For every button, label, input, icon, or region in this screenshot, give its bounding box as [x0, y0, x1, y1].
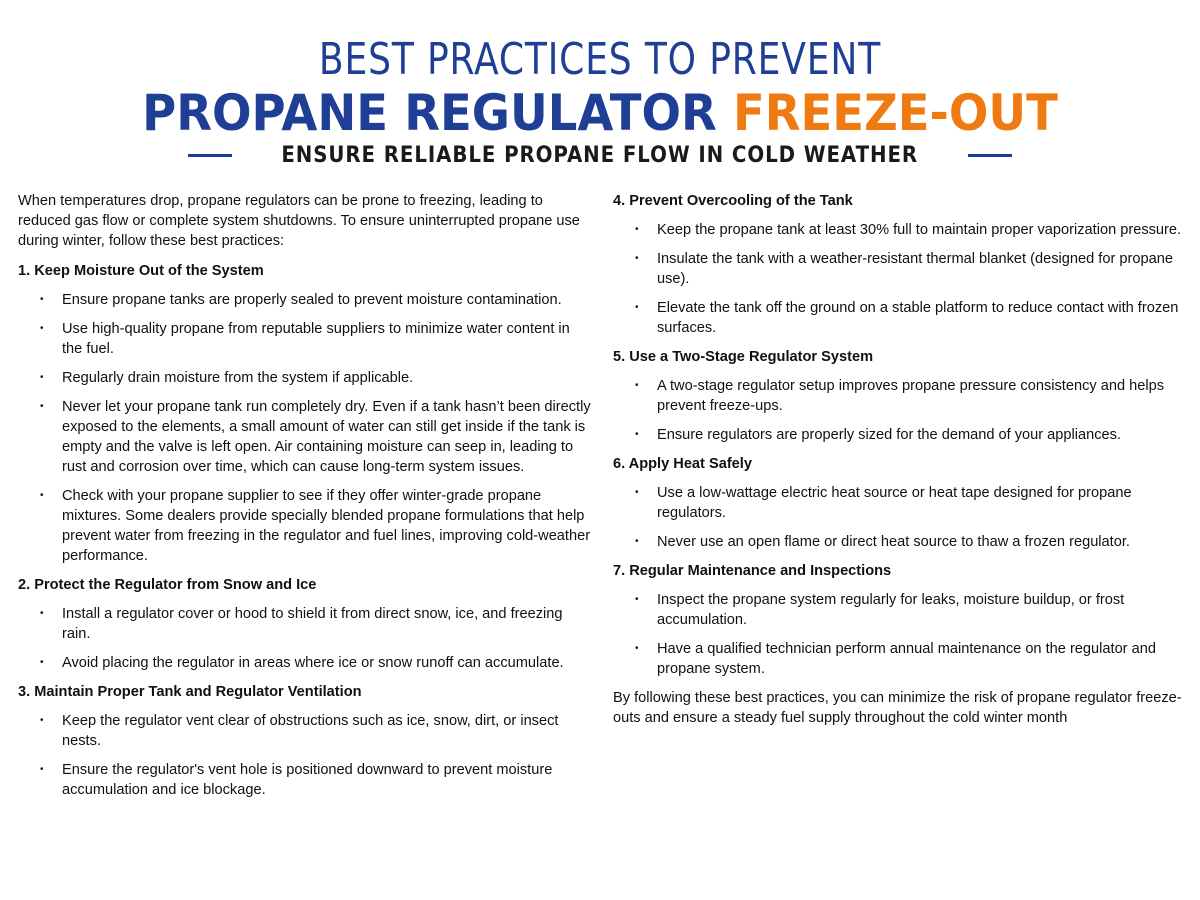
section-heading: 7. Regular Maintenance and Inspections — [613, 563, 892, 579]
bullet-list — [18, 711, 593, 800]
list-item — [613, 220, 1188, 240]
list-item-text: Keep the regulator vent clear of obstructions such as ice, snow, dirt, or insect nests. — [62, 713, 559, 749]
bullet-dot: • — [635, 380, 639, 391]
list-item-text: Regularly drain moisture from the system if applicable. — [62, 370, 414, 386]
list-item — [613, 298, 1188, 338]
list-item-text: Inspect the propane system regularly for leaks, moisture buildup, or frost accumulation. — [657, 592, 1125, 628]
list-item-text: Keep the propane tank at least 30% full to maintain proper vaporization pressure. — [657, 222, 1182, 238]
list-item-text: Use a low-wattage electric heat source or heat tape designed for propane regulators. — [657, 485, 1132, 521]
bullet-list — [613, 376, 1188, 445]
bullet-dot: • — [40, 764, 44, 775]
bullet-dot: • — [40, 372, 44, 383]
title-line-2 — [42, 84, 1158, 142]
list-item — [18, 486, 593, 566]
bullet-list — [18, 290, 593, 566]
list-item — [613, 639, 1188, 679]
section-2 — [18, 575, 593, 673]
section-5 — [613, 347, 1188, 445]
closing-paragraph: By following these best practices, you can minimize the risk of propane regulator freeze-outs and ensure a steady fuel supply throughout the cold winter month — [613, 690, 1182, 726]
list-item — [613, 590, 1188, 630]
bullet-dot: • — [40, 490, 44, 501]
list-item-text: Avoid placing the regulator in areas where ice or snow runoff can accumulate. — [62, 655, 564, 671]
bullet-dot: • — [40, 323, 44, 334]
subtitle-row — [0, 140, 1200, 170]
intro-paragraph: When temperatures drop, propane regulators can be prone to freezing, leading to reduced gas flow or complete system shutdowns. To ensure uninterrupted propane use during winter, follow these best practices: — [18, 193, 580, 249]
bullet-dot: • — [40, 401, 44, 412]
list-item — [18, 368, 593, 388]
right-column — [613, 191, 1188, 728]
bullet-dot: • — [635, 429, 639, 440]
bullet-dot: • — [40, 294, 44, 305]
list-item-text: Elevate the tank off the ground on a stable platform to reduce contact with frozen surfaces. — [657, 300, 1179, 336]
title-blue-part: PROPANE REGULATOR — [142, 84, 733, 142]
title-orange-part: FREEZE-OUT — [732, 84, 1058, 142]
list-item — [18, 604, 593, 644]
list-item — [613, 249, 1188, 289]
subtitle-rule-left — [188, 154, 232, 157]
section-3 — [18, 682, 593, 800]
section-heading: 6. Apply Heat Safely — [613, 456, 752, 472]
bullet-dot: • — [635, 594, 639, 605]
bullet-dot: • — [40, 715, 44, 726]
list-item-text: Install a regulator cover or hood to shield it from direct snow, ice, and freezing rain. — [62, 606, 563, 642]
bullet-list — [18, 604, 593, 673]
list-item — [613, 483, 1188, 523]
bullet-dot: • — [635, 224, 639, 235]
section-heading: 4. Prevent Overcooling of the Tank — [613, 193, 853, 209]
list-item-text: Check with your propane supplier to see if they offer winter-grade propane mixtures. Some dealers provide specially blended propane formulations that help prevent water from freezing in the regulator and fuel lines, improving cold-weather performance. — [62, 488, 591, 564]
list-item — [613, 532, 1188, 552]
list-item-text: Have a qualified technician perform annual maintenance on the regulator and propane system. — [657, 641, 1156, 677]
list-item — [18, 319, 593, 359]
section-heading: 2. Protect the Regulator from Snow and Ice — [18, 577, 317, 593]
bullet-dot: • — [40, 657, 44, 668]
bullet-dot: • — [635, 643, 639, 654]
list-item — [613, 425, 1188, 445]
bullet-dot: • — [635, 302, 639, 313]
list-item — [18, 397, 593, 477]
list-item-text: Never let your propane tank run completely dry. Even if a tank hasn’t been directly exposed to the elements, a small amount of water can still get inside if the tank is empty and the valve is left open. Air containing moisture can seep in, leading to rust and corrosion over time, which can cause long-term system issues. — [62, 399, 591, 475]
list-item-text: Insulate the tank with a weather-resistant thermal blanket (designed for propane use). — [657, 251, 1173, 287]
section-heading: 1. Keep Moisture Out of the System — [18, 263, 264, 279]
title-line-1: BEST PRACTICES TO PREVENT — [318, 34, 882, 85]
section-1 — [18, 261, 593, 566]
list-item-text: Use high-quality propane from reputable suppliers to minimize water content in the fuel. — [62, 321, 570, 357]
section-6 — [613, 454, 1188, 552]
list-item-text: Never use an open flame or direct heat source to thaw a frozen regulator. — [657, 534, 1130, 550]
section-heading: 3. Maintain Proper Tank and Regulator Ventilation — [18, 684, 362, 700]
left-column — [18, 191, 593, 809]
list-item-text: Ensure the regulator's vent hole is positioned downward to prevent moisture accumulation and ice blockage. — [62, 762, 553, 798]
bullet-list — [613, 590, 1188, 679]
bullet-list — [613, 483, 1188, 552]
bullet-list — [613, 220, 1188, 338]
list-item — [18, 653, 593, 673]
list-item-text: A two-stage regulator setup improves propane pressure consistency and helps prevent freeze-ups. — [657, 378, 1165, 414]
list-item — [18, 760, 593, 800]
bullet-dot: • — [40, 608, 44, 619]
bullet-dot: • — [635, 536, 639, 547]
list-item-text: Ensure propane tanks are properly sealed to prevent moisture contamination. — [62, 292, 562, 308]
list-item — [18, 290, 593, 310]
list-item — [613, 376, 1188, 416]
bullet-dot: • — [635, 253, 639, 264]
list-item-text: Ensure regulators are properly sized for the demand of your appliances. — [657, 427, 1122, 443]
section-7 — [613, 561, 1188, 679]
subtitle-rule-right — [968, 154, 1012, 157]
subtitle: ENSURE RELIABLE PROPANE FLOW IN COLD WEATHER — [281, 142, 919, 168]
section-heading: 5. Use a Two-Stage Regulator System — [613, 349, 874, 365]
bullet-dot: • — [635, 487, 639, 498]
list-item — [18, 711, 593, 751]
section-4 — [613, 191, 1188, 338]
